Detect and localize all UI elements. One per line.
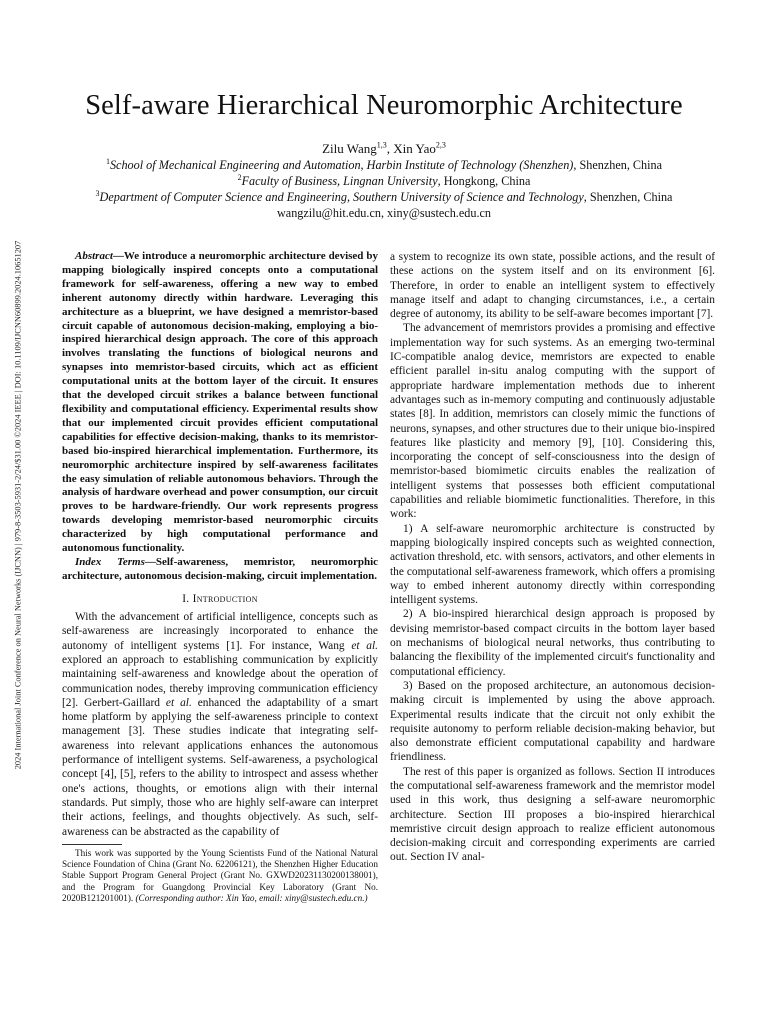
contribution-3: 3) Based on the proposed architecture, an autonomous decision-making circuit is implemented by using the above approach. Experimental results indicate that the circuit not only exhibit the requisite autonomy to perform reliable decision-making behavior, but also demonstrate efficient computational capability and hardware friendliness. <box>390 679 715 764</box>
section-number: I. <box>182 592 193 605</box>
intro-text-c: enhanced the adaptability of a smart home platform by applying the self-awareness principle to context management [3]. These studies indicate that integrating self-awareness into relevant applications enhances the autonomous performance of intelligent systems. Self-awareness, a psychological concept [4], [5], refers to the ability to introspect and assess whether one's actions, thoughts, or emotions align with their internal standards. Put simply, those who are highly self-aware can interpret their actions, feelings, and thoughts objectively. As such, self-awareness can be abstracted as the capability of <box>62 696 378 838</box>
contribution-1: 1) A self-aware neuromorphic architecture is constructed by mapping biologically inspired concepts such as weighted connection, activation threshold, etc. with sensors, activators, and other elements in the computational self-awareness framework, which offers a promising way to embed inherent autonomy directly within corresponding intelligent systems. <box>390 522 715 607</box>
intro-text-a: With the advancement of artificial intelligence, concepts such as self-awareness are increasingly incorporated to enhance the autonomy of intelligent systems [1]. For instance, Wang <box>62 611 378 652</box>
affiliation-2-sup: 2 <box>237 172 242 182</box>
author-2-sup: 2,3 <box>435 140 446 150</box>
author-sep: , <box>386 141 394 156</box>
affiliation-1-name: School of Mechanical Engineering and Automation, Harbin Institute of Technology (Shenzhen) <box>109 158 574 172</box>
affiliation-3-location: , Shenzhen, China <box>583 190 673 204</box>
author-1: Zilu Wang <box>322 141 377 156</box>
author-2: Xin Yao <box>393 141 436 156</box>
index-terms-label: Index Terms <box>75 555 145 568</box>
right-paragraph-2: The advancement of memristors provides a promising and effective implementation way for such systems. As an emerging two-terminal IC-compatible analog device, memristors are expected to enable efficient parallel in-situ analog computing with the support of appropriate hardware implementation methods due to inherent advantages such as in-memory computing and continuously adjustable states [8]. In addition, memristors can closely mimic the functions of neurons, synapses, and other structures due to their unique bio-inspired features like plasticity and memory [9], [10]. Considering this, incorporating the concept of self-consciousness into the design of memristor-based biomimetic circuits enables the realization of intelligent systems that possesses both efficient computational capabilities and reliable biomimetic functionalities. Therefore, in this work: <box>390 322 715 521</box>
left-column <box>62 250 378 904</box>
affiliation-3-sup: 3 <box>95 188 100 198</box>
affiliation-1 <box>0 158 768 173</box>
intro-paragraph-1 <box>62 610 378 839</box>
abstract-text: —We introduce a neuromorphic architecture devised by mapping biologically inspired concepts onto a computational framework for self-awareness, offering a new way to embed inherent autonomy directly within hardware. Leveraging this architecture as a blueprint, we have designed a memristor-based circuit capable of autonomous decision-making, employing a bio-inspired hierarchical design approach. The core of this approach involves translating the functions of biological neurons and synapses into memristor-based circuits, which act as efficient computational units at the bottom layer of the circuit. It ensures that the developed circuit strikes a balance between functional flexibility and computational efficiency. Experimental results show that our implemented circuit provides efficient computational capabilities for effective decision-making, thanks to its memristor-based bio-inspired hierarchical implementation. Furthermore, its neuromorphic architecture inspired by self-awareness facilitates the easy simulation of reliable autonomous behaviors. Through the analysis of hardware overhead and power consumption, our circuit proves to be hardware-friendly. Our work represents progress towards developing memristor-based neuromorphic circuits characterized by high computational performance and autonomous functionality. <box>62 250 378 555</box>
index-terms <box>62 556 378 584</box>
section-heading-introduction <box>62 592 378 606</box>
right-column <box>390 250 715 865</box>
intro-text-b: explored an approach to establishing communication by explicitly maintaining self-awareness and knowledge about the operation of communication nodes, thereby improving communication efficiency [2]. Gerbert-Gaillard <box>62 653 378 709</box>
section-name: Introduction <box>192 592 258 605</box>
intro-etal-1: et al. <box>351 639 378 652</box>
author-line <box>0 141 768 157</box>
affiliation-2-location: , Hongkong, China <box>437 174 531 188</box>
ieee-sidebar-citation <box>10 202 26 808</box>
footnote-corresponding: (Corresponding author: Xin Yao, email: xiny@sustech.edu.cn.) <box>135 892 368 903</box>
sidebar-text: 2024 International Joint Conference on Neural Networks (IJCNN) | 979-8-3503-5931-2/24/$31.00 ©2024 IEEE | DOI: 10.1109/IJCNN60899.2024.10651207 <box>13 240 23 770</box>
abstract <box>62 250 378 556</box>
funding-footnote <box>62 848 378 904</box>
intro-etal-2: et al. <box>165 696 192 709</box>
index-terms-text: —Self-awareness, memristor, neuromorphic architecture, autonomous decision-making, circuit implementation. <box>62 555 379 582</box>
right-paragraph-3: The rest of this paper is organized as follows. Section II introduces the computational self-awareness framework and the memristor model used in this work, thus designing a self-aware neuromorphic architecture. Section III proposes a bio-inspired hierarchical memristive circuit design approach to realize efficient autonomous decision-making circuit and corresponding experiments are carried out. Section IV anal- <box>390 765 715 864</box>
paper-title: Self-aware Hierarchical Neuromorphic Architecture <box>85 90 683 121</box>
footnote-text: This work was supported by the Young Scientists Fund of the National Natural Science Foundation of China (Grant No. 62206121), the Shenzhen Higher Education Stable Support Program General Project (Grant No. GXWD20231130200138001), and the Program for Guangdong Provincial Key Laboratory (Grant No. 2020B121201001). <box>62 847 378 903</box>
contribution-2: 2) A bio-inspired hierarchical design approach is proposed by devising memristor-based compact circuits in the bottom layer based on mechanisms of biological neural networks, thus contributing to balancing the flexibility of the implemented circuit's functionality and computational efficiency. <box>390 608 715 678</box>
author-emails: wangzilu@hit.edu.cn, xiny@sustech.edu.cn <box>276 206 491 220</box>
author-1-sup: 1,3 <box>376 140 387 150</box>
right-paragraph-1: a system to recognize its own state, possible actions, and the result of these actions on the system itself and on its environment [6]. Therefore, in order to enable an intelligent system to effectively manage itself and adapt to changing circumstances, i.e., a certain degree of autonomy, its ability to be self-aware becomes important [7]. <box>390 251 715 321</box>
affiliation-2 <box>0 174 768 189</box>
footnote-rule <box>62 844 122 845</box>
affiliation-3 <box>0 190 768 205</box>
abstract-label: Abstract <box>75 250 113 262</box>
affiliation-1-sup: 1 <box>105 156 110 166</box>
affiliation-3-name: Department of Computer Science and Engineering, Southern University of Science and Technology <box>99 190 584 204</box>
affiliation-1-location: , Shenzhen, China <box>573 158 663 172</box>
affiliation-2-name: Faculty of Business, Lingnan University <box>241 174 438 188</box>
